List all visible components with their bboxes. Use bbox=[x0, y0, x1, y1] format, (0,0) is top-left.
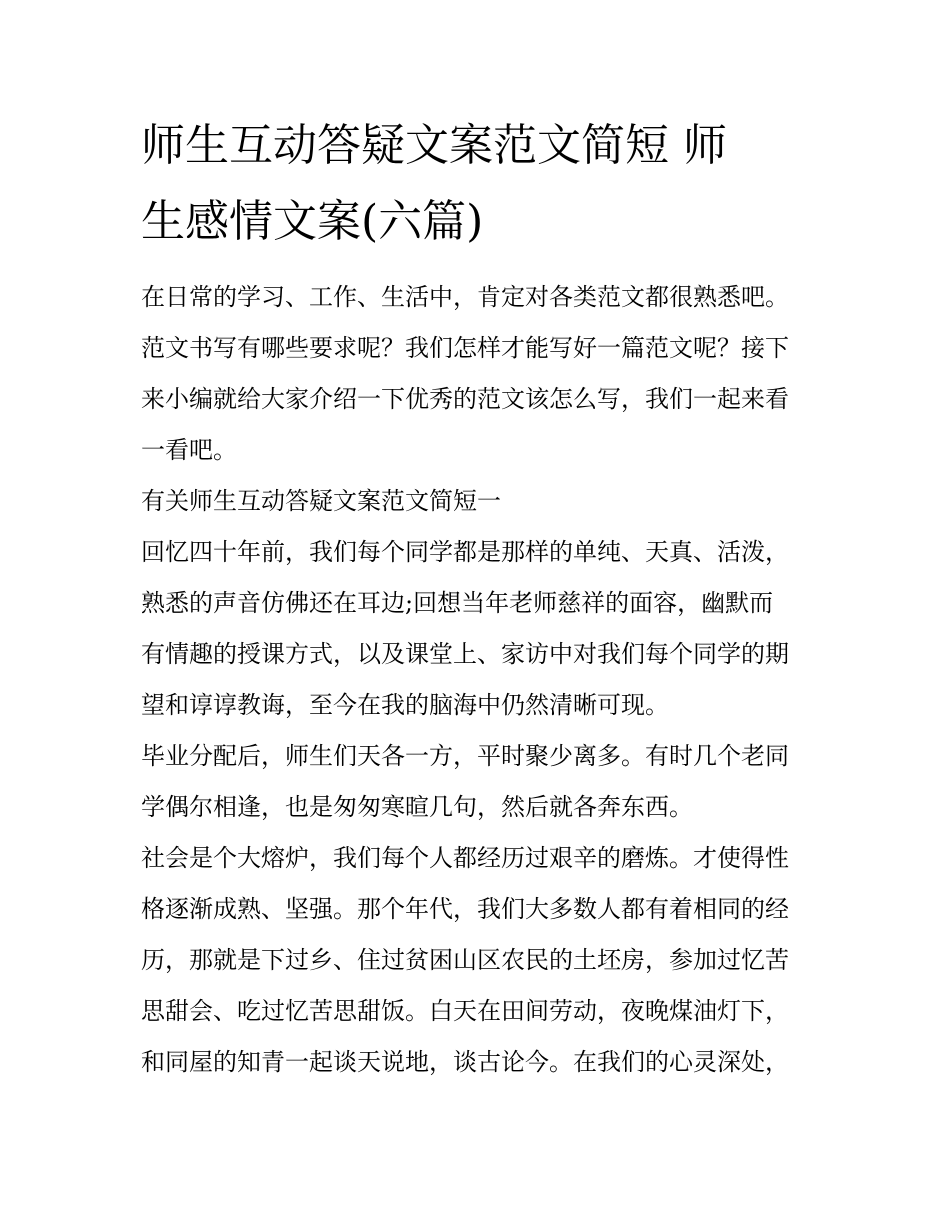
text-line: 在日常的学习、工作、生活中，肯定对各类范文都很熟悉吧。 bbox=[141, 283, 789, 311]
text-line: 范文书写有哪些要求呢？我们怎样才能写好一篇范文呢？接下 bbox=[141, 334, 789, 362]
document-title bbox=[141, 108, 813, 260]
document-body bbox=[141, 272, 813, 1088]
intro-paragraph bbox=[141, 272, 813, 476]
text-line: 望和谆谆教诲，至今在我的脑海中仍然清晰可现。 bbox=[141, 691, 669, 719]
text-line: 毕业分配后，师生们天各一方，平时聚少离多。有时几个老同 bbox=[141, 742, 789, 770]
body-paragraph-3 bbox=[141, 833, 813, 1088]
section-heading bbox=[141, 476, 813, 527]
text-line: 格逐渐成熟、坚强。那个年代，我们大多数人都有着相同的经 bbox=[141, 895, 789, 923]
text-line: 来小编就给大家介绍一下优秀的范文该怎么写，我们一起来看 bbox=[141, 385, 789, 413]
document-content bbox=[141, 108, 813, 1088]
text-line: 有情趣的授课方式，以及课堂上、家访中对我们每个同学的期 bbox=[141, 640, 789, 668]
body-paragraph-2 bbox=[141, 731, 813, 833]
text-line: 学偶尔相逢，也是匆匆寒暄几句，然后就各奔东西。 bbox=[141, 793, 693, 821]
text-line: 有关师生互动答疑文案范文简短一 bbox=[141, 487, 501, 515]
title-line: 生感情文案(六篇) bbox=[141, 196, 484, 247]
text-line: 思甜会、吃过忆苦思甜饭。白天在田间劳动，夜晚煤油灯下， bbox=[141, 997, 789, 1025]
text-line: 熟悉的声音仿佛还在耳边;回想当年老师慈祥的面容，幽默而 bbox=[141, 589, 774, 617]
text-line: 和同屋的知青一起谈天说地，谈古论今。在我们的心灵深处， bbox=[141, 1048, 789, 1076]
text-line: 一看吧。 bbox=[141, 436, 237, 464]
text-line: 回忆四十年前，我们每个同学都是那样的单纯、天真、活泼， bbox=[141, 538, 789, 566]
body-paragraph-1 bbox=[141, 527, 813, 731]
text-line: 历，那就是下过乡、住过贫困山区农民的土坯房，参加过忆苦 bbox=[141, 946, 789, 974]
title-line: 师生互动答疑文案范文简短 师 bbox=[141, 120, 727, 171]
text-line: 社会是个大熔炉，我们每个人都经历过艰辛的磨炼。才使得性 bbox=[141, 844, 789, 872]
